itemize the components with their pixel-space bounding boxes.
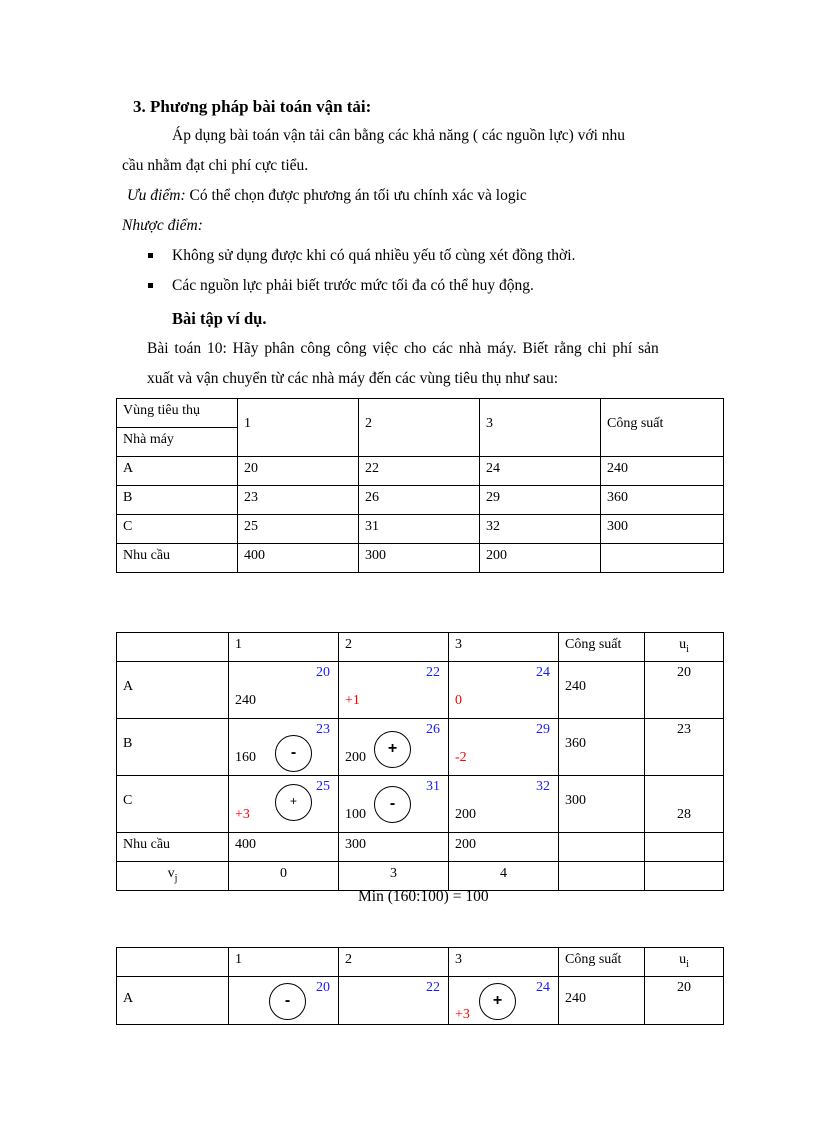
col-header-2: 2: [359, 399, 480, 457]
cell: 400: [244, 548, 265, 563]
cost-value: 20: [316, 980, 330, 995]
tableau-2: [116, 947, 724, 1025]
row-label: Nhu cầu: [123, 837, 171, 852]
header-region: [117, 399, 238, 428]
v-row: [117, 862, 724, 891]
col-header-2: 2: [339, 633, 449, 662]
row-label: C: [123, 793, 133, 808]
delta-value: 0: [455, 693, 462, 708]
table-row: [117, 515, 724, 544]
bullet-item-1: Không sử dụng được khi có quá nhiều yếu tố cùng xét đồng thời.: [172, 247, 576, 264]
table-row: [117, 486, 724, 515]
col-header-3: 3: [449, 633, 559, 662]
cost-value: 25: [316, 779, 330, 794]
table-row: [117, 662, 724, 719]
advantage-line: [127, 187, 527, 205]
bullet-icon: [148, 283, 153, 288]
demand-row: [117, 833, 724, 862]
table-row: [117, 719, 724, 776]
tableau-1: [116, 632, 724, 891]
section-heading: 3. Phương pháp bài toán vận tải:: [133, 97, 372, 116]
table-row: [117, 457, 724, 486]
cell: 200: [486, 548, 507, 563]
plus-circle-icon: +: [479, 983, 516, 1020]
col-header-2: 2: [339, 948, 449, 977]
alloc-value: 160: [235, 750, 256, 765]
intro-line-2: cầu nhằm đạt chi phí cực tiểu.: [122, 157, 309, 174]
col-header-1: 1: [229, 948, 339, 977]
cell: 24: [486, 461, 500, 476]
row-label: A: [123, 679, 134, 694]
demand-value: 400: [235, 837, 256, 852]
plus-circle-icon: +: [374, 731, 411, 768]
plus-circle-icon: +: [275, 784, 312, 821]
header-factory-label: Nhà máy: [123, 432, 174, 447]
col-header-3: 3: [449, 948, 559, 977]
minus-circle-icon: -: [269, 983, 306, 1020]
cost-value: 29: [536, 722, 550, 737]
cost-value: 22: [426, 665, 440, 680]
problem-line-2: xuất và vận chuyển từ các nhà máy đến các vùng tiêu thụ như sau:: [147, 370, 559, 387]
problem-line-1: Bài toán 10: Hãy phân công công việc cho các nhà máy. Biết rằng chi phí sản: [147, 340, 659, 357]
table-row: [117, 544, 724, 573]
corner-cell: [117, 633, 229, 662]
cost-value: 32: [536, 779, 550, 794]
u-value: 20: [677, 980, 691, 995]
cell: 22: [365, 461, 379, 476]
cost-value: 31: [426, 779, 440, 794]
disadvantage-label: Nhược điểm:: [122, 217, 203, 234]
cost-value: 22: [426, 980, 440, 995]
intro-line-1: Áp dụng bài toán vận tải cân bằng các khả năng ( các nguồn lực) với nhu: [172, 127, 626, 144]
cell: 300: [365, 548, 386, 563]
col-header-u: $u_i$: [645, 948, 724, 977]
cell: 32: [486, 519, 500, 534]
cell: 300: [607, 519, 628, 534]
cell: 26: [365, 490, 379, 505]
u-value: 28: [677, 807, 691, 822]
advantage-label: Ưu điểm:: [127, 187, 186, 204]
v-label: $v_j$: [167, 866, 178, 884]
capacity-value: 300: [565, 793, 586, 808]
alloc-value: 200: [455, 807, 476, 822]
row-label: A: [123, 991, 134, 1006]
v-value: 3: [390, 866, 397, 881]
demand-value: 300: [345, 837, 366, 852]
cell: 20: [244, 461, 258, 476]
col-header-capacity: Công suất: [559, 948, 645, 977]
cell: 240: [607, 461, 628, 476]
table-row: [117, 776, 724, 833]
demand-value: 200: [455, 837, 476, 852]
alloc-value: 200: [345, 750, 366, 765]
delta-value: +1: [345, 693, 360, 708]
v-value: 4: [500, 866, 507, 881]
cost-table: [116, 398, 724, 573]
header-factory: [117, 428, 238, 457]
u-value: 23: [677, 722, 691, 737]
row-label: C: [123, 519, 133, 534]
example-heading: Bài tập ví dụ.: [172, 309, 267, 328]
cost-value: 24: [536, 665, 550, 680]
cell: 29: [486, 490, 500, 505]
cell: 31: [365, 519, 379, 534]
col-header-3: 3: [480, 399, 601, 457]
corner-cell: [117, 948, 229, 977]
alloc-value: 100: [345, 807, 366, 822]
row-label: B: [123, 736, 133, 751]
capacity-value: 360: [565, 736, 586, 751]
header-region-label: Vùng tiêu thụ: [123, 403, 200, 418]
row-label: A: [123, 461, 134, 476]
cell: 25: [244, 519, 258, 534]
cost-value: 23: [316, 722, 330, 737]
col-header-u: $u_i$: [645, 633, 724, 662]
cell: 360: [607, 490, 628, 505]
alloc-value: 240: [235, 693, 256, 708]
minus-circle-icon: -: [275, 735, 312, 772]
col-header-1: 1: [229, 633, 339, 662]
col-header-1: 1: [238, 399, 359, 457]
col-header-capacity: Công suất: [559, 633, 645, 662]
delta-value: -2: [455, 750, 467, 765]
col-header-capacity: Công suất: [601, 399, 724, 457]
advantage-text: Có thể chọn được phương án tối ưu chính xác và logic: [189, 187, 527, 204]
v-value: 0: [280, 866, 287, 881]
minus-circle-icon: -: [374, 786, 411, 823]
delta-value: +3: [235, 807, 250, 822]
delta-value: +3: [455, 1007, 470, 1022]
table-row: [117, 977, 724, 1025]
cost-value: 20: [316, 665, 330, 680]
min-caption: Min (160:100) = 100: [358, 888, 489, 905]
u-value: 20: [677, 665, 691, 680]
cost-value: 26: [426, 722, 440, 737]
bullet-item-2: Các nguồn lực phải biết trước mức tối đa có thể huy động.: [172, 277, 534, 294]
row-label: B: [123, 490, 133, 505]
capacity-value: 240: [565, 991, 586, 1006]
row-label: Nhu cầu: [123, 548, 171, 563]
cost-value: 24: [536, 980, 550, 995]
bullet-icon: [148, 253, 153, 258]
capacity-value: 240: [565, 679, 586, 694]
cell: 23: [244, 490, 258, 505]
